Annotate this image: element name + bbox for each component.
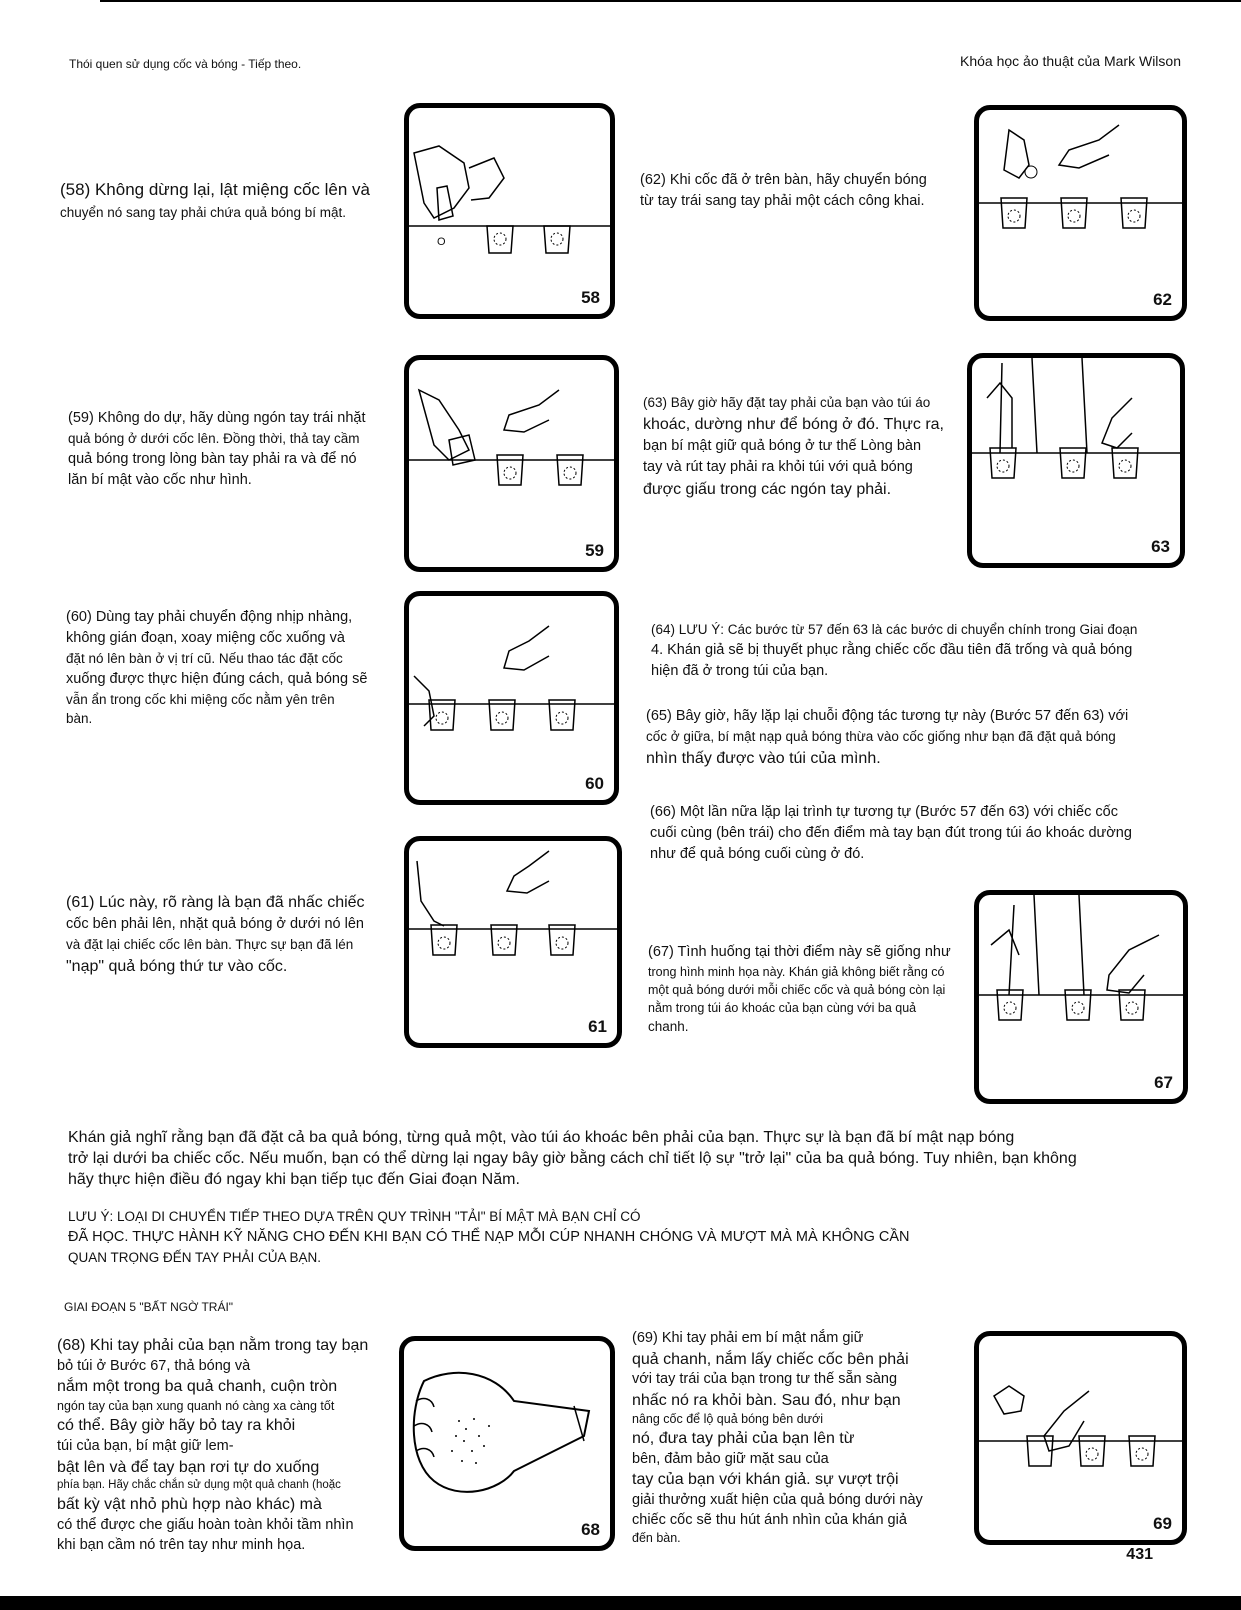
- step-63-line: khoác, dường như để bóng ở đó. Thực ra,: [643, 415, 944, 433]
- figure-61: [404, 836, 622, 1048]
- step-69-text: [632, 1329, 923, 1547]
- step-62-text: [640, 170, 927, 212]
- step-61-text: [66, 891, 365, 978]
- step-66-line: (66) Một lần nữa lặp lại trình tự tương tự (Bước 57 đến 63) với chiếc cốc: [650, 804, 1118, 820]
- note-paragraph: [68, 1207, 910, 1267]
- figure-59-illustration: [409, 360, 614, 567]
- step-61-line: và đặt lại chiếc cốc lên bàn. Thực sự bạn đã lén: [66, 937, 354, 953]
- step-63-line: tay và rút tay phải ra khỏi túi với quả bóng: [643, 458, 913, 475]
- step-66-line: như để quả bóng cuối cùng ở đó.: [650, 846, 865, 863]
- running-header-right: Khóa học ảo thuật của Mark Wilson: [959, 53, 1181, 69]
- step-69-line: đến bàn.: [632, 1531, 681, 1546]
- step-65-line: (65) Bây giờ, hãy lặp lại chuỗi động tác tương tự này (Bước 57 đến 63) với: [646, 708, 1129, 724]
- step-67-line: trong hình minh họa này. Khán giả không biết rằng có: [648, 965, 945, 980]
- step-68-line: ngón tay của bạn xung quanh nó càng xa càng tốt: [57, 1399, 335, 1414]
- figure-63: [967, 353, 1185, 568]
- step-64-line: (64) LƯU Ý: Các bước từ 57 đến 63 là các bước di chuyển chính trong Giai đoạn: [651, 622, 1138, 637]
- step-69-line: bên, đảm bảo giữ mặt sau của: [632, 1450, 829, 1467]
- figure-63-number: 63: [1151, 537, 1170, 556]
- figure-67-number: 67: [1154, 1073, 1173, 1092]
- step-68-line: bật lên và để tay bạn rơi tự do xuống: [57, 1458, 320, 1476]
- step-59-text: [68, 408, 366, 491]
- figure-69-number: 69: [1153, 1514, 1172, 1533]
- step-60-line: (60) Dùng tay phải chuyển động nhịp nhàng,: [66, 609, 353, 625]
- bottom-bar: [0, 1596, 1241, 1610]
- step-64-text: [651, 620, 1137, 682]
- note-line: QUAN TRỌNG ĐẾN TAY PHẢI CỦA BẠN.: [68, 1249, 322, 1265]
- step-60-line: vẫn ẩn trong cốc khi miệng cốc nằm yên trên: [66, 691, 335, 707]
- step-65-line: nhìn thấy được vào túi của mình.: [646, 749, 881, 767]
- step-68-line: bỏ túi ở Bước 67, thả bóng và: [57, 1357, 251, 1374]
- step-68-line: khi bạn cầm nó trên tay như minh họa.: [57, 1536, 306, 1553]
- figure-62-number: 62: [1153, 290, 1172, 309]
- figure-67-illustration: [979, 895, 1183, 1099]
- figure-69: [974, 1331, 1187, 1545]
- step-67-line: một quả bóng dưới mỗi chiếc cốc và quả bóng còn lại: [648, 983, 946, 998]
- figure-60-number: 60: [585, 774, 604, 793]
- step-58-line: chuyển nó sang tay phải chứa quả bóng bí mật.: [60, 204, 346, 220]
- step-69-line: giải thưởng xuất hiện của quả bóng dưới này: [632, 1491, 923, 1508]
- step-68-line: (68) Khi tay phải của bạn nằm trong tay bạn: [57, 1337, 369, 1354]
- figure-58-number: 58: [581, 288, 600, 307]
- step-67-line: nằm trong túi áo khoác của bạn cùng với ba quả: [648, 1001, 917, 1016]
- step-69-line: nó, đưa tay phải của bạn lên từ: [632, 1430, 855, 1448]
- step-67-text: [648, 942, 951, 1037]
- figure-61-number: 61: [588, 1017, 607, 1036]
- figure-62-illustration: [979, 110, 1182, 316]
- step-62-line: (62) Khi cốc đã ở trên bàn, hãy chuyển bóng: [640, 172, 927, 188]
- figure-58: [404, 103, 615, 319]
- figure-69-illustration: [979, 1336, 1182, 1540]
- figure-68-number: 68: [581, 1520, 600, 1539]
- step-69-line: quả chanh, nắm lấy chiếc cốc bên phải: [632, 1350, 909, 1368]
- note-line: ĐÃ HỌC. THỰC HÀNH KỸ NĂNG CHO ĐẾN KHI BẠN CÓ THỂ NẠP MỖI CÚP NHANH CHÓNG VÀ MƯỢT MÀ MÀ KHÔNG CẦN: [68, 1228, 910, 1245]
- step-58-text: [60, 178, 370, 222]
- step-69-line: tay của bạn với khán giả. sự vượt trội: [632, 1471, 899, 1489]
- step-63-text: [643, 393, 944, 501]
- figure-61-illustration: [409, 841, 617, 1043]
- step-61-line: "nạp" quả bóng thứ tư vào cốc.: [66, 957, 288, 975]
- page-number: 431: [1126, 1546, 1153, 1563]
- summary-line: hãy thực hiện điều đó ngay khi bạn tiếp tục đến Giai đoạn Năm.: [68, 1170, 520, 1188]
- top-rule: [100, 0, 1241, 2]
- figure-67: [974, 890, 1188, 1104]
- step-69-line: chiếc cốc sẽ thu hút ánh nhìn của khán giả: [632, 1511, 907, 1528]
- figure-63-illustration: [972, 358, 1180, 563]
- summary-line: Khán giả nghĩ rằng bạn đã đặt cả ba quả bóng, từng quả một, vào túi áo khoác bên phải của bạn. Thực sự là bạn đã bí mật nạp bóng: [68, 1129, 1015, 1146]
- step-62-line: từ tay trái sang tay phải một cách công khai.: [640, 193, 925, 210]
- running-header-left: Thói quen sử dụng cốc và bóng - Tiếp theo.: [69, 57, 302, 71]
- step-67-line: chanh.: [648, 1019, 689, 1035]
- figure-60: [404, 591, 619, 805]
- step-63-line: bạn bí mật giữ quả bóng ở tư thế Lòng bàn: [643, 437, 922, 454]
- step-68-line: có thể. Bây giờ hãy bỏ tay ra khỏi: [57, 1417, 296, 1435]
- step-64-line: 4. Khán giả sẽ bị thuyết phục rằng chiếc cốc đầu tiên đã trống và quả bóng: [651, 641, 1133, 658]
- step-67-line: (67) Tình huống tại thời điểm này sẽ giống như: [648, 944, 951, 960]
- step-68-line: nắm một trong ba quả chanh, cuộn tròn: [57, 1378, 338, 1396]
- step-68-line: bất kỳ vật nhỏ phù hợp nào khác) mà: [57, 1496, 322, 1514]
- step-63-line: (63) Bây giờ hãy đặt tay phải của bạn vào túi áo: [643, 395, 931, 410]
- step-68-line: có thể được che giấu hoàn toàn khỏi tầm nhìn: [57, 1516, 354, 1533]
- step-66-text: [650, 802, 1132, 865]
- summary-paragraph: [68, 1128, 1077, 1190]
- step-63-line: được giấu trong các ngón tay phải.: [643, 480, 892, 498]
- step-66-line: cuối cùng (bên trái) cho đến điểm mà tay bạn đút trong túi áo khoác dường: [650, 825, 1132, 842]
- step-65-line: cốc ở giữa, bí mật nạp quả bóng thừa vào cốc giống như bạn đã đặt quả bóng: [646, 729, 1116, 745]
- step-69-line: nhấc nó ra khỏi bàn. Sau đó, như bạn: [632, 1391, 901, 1409]
- step-59-line: quả bóng ở dưới cốc lên. Đồng thời, thả tay cầm: [68, 431, 360, 447]
- step-59-line: quả bóng trong lòng bàn tay phải ra và để nó: [68, 450, 357, 467]
- figure-68: [399, 1336, 615, 1551]
- step-60-line: bàn.: [66, 711, 93, 727]
- step-61-line: (61) Lúc này, rõ ràng là bạn đã nhấc chiếc: [66, 894, 365, 911]
- step-69-line: (69) Khi tay phải em bí mật nắm giữ: [632, 1330, 864, 1346]
- phase-5-heading: GIAI ĐOẠN 5 "BẤT NGỜ TRÁI": [64, 1300, 234, 1314]
- step-68-line: túi của bạn, bí mật giữ lem-: [57, 1437, 234, 1454]
- step-59-line: (59) Không do dự, hãy dùng ngón tay trái nhặt: [68, 410, 366, 426]
- step-60-text: [66, 607, 367, 729]
- figure-59: [404, 355, 619, 572]
- step-60-line: xuống được thực hiện đúng cách, quả bóng sẽ: [66, 670, 368, 687]
- step-64-line: hiện đã ở trong túi của bạn.: [651, 662, 829, 679]
- step-68-line: phía bạn. Hãy chắc chắn sử dụng một quả chanh (hoặc: [57, 1479, 341, 1492]
- step-68-text: [57, 1335, 368, 1555]
- step-65-text: [646, 706, 1128, 770]
- figure-68-illustration: [404, 1341, 610, 1546]
- step-59-line: lăn bí mật vào cốc như hình.: [68, 471, 252, 488]
- note-line: LƯU Ý: LOẠI DI CHUYỂN TIẾP THEO DỰA TRÊN QUY TRÌNH "TẢI" BÍ MẬT MÀ BẠN CHỈ CÓ: [68, 1209, 641, 1224]
- step-69-line: với tay trái của bạn trong tư thế sẵn sàng: [632, 1371, 898, 1388]
- step-69-line: nâng cốc để lộ quả bóng bên dưới: [632, 1412, 824, 1427]
- figure-60-illustration: [409, 596, 614, 800]
- step-60-line: không gián đoạn, xoay miệng cốc xuống và: [66, 630, 345, 647]
- step-61-line: cốc bên phải lên, nhặt quả bóng ở dưới nó lên: [66, 916, 364, 933]
- figure-62: [974, 105, 1187, 321]
- figure-59-number: 59: [585, 541, 604, 560]
- summary-line: trở lại dưới ba chiếc cốc. Nếu muốn, bạn có thể dừng lại ngay bây giờ bằng cách chỉ tiết lộ sự "trở lại" của ba quả bóng. Tuy nhiên, bạn không: [68, 1149, 1077, 1167]
- figure-58-illustration: [409, 108, 610, 314]
- step-58-line: (58) Không dừng lại, lật miệng cốc lên và: [60, 180, 371, 199]
- figure-58-ball-label: O: [437, 236, 446, 248]
- step-60-line: đặt nó lên bàn ở vị trí cũ. Nếu thao tác đặt cốc: [66, 651, 343, 667]
